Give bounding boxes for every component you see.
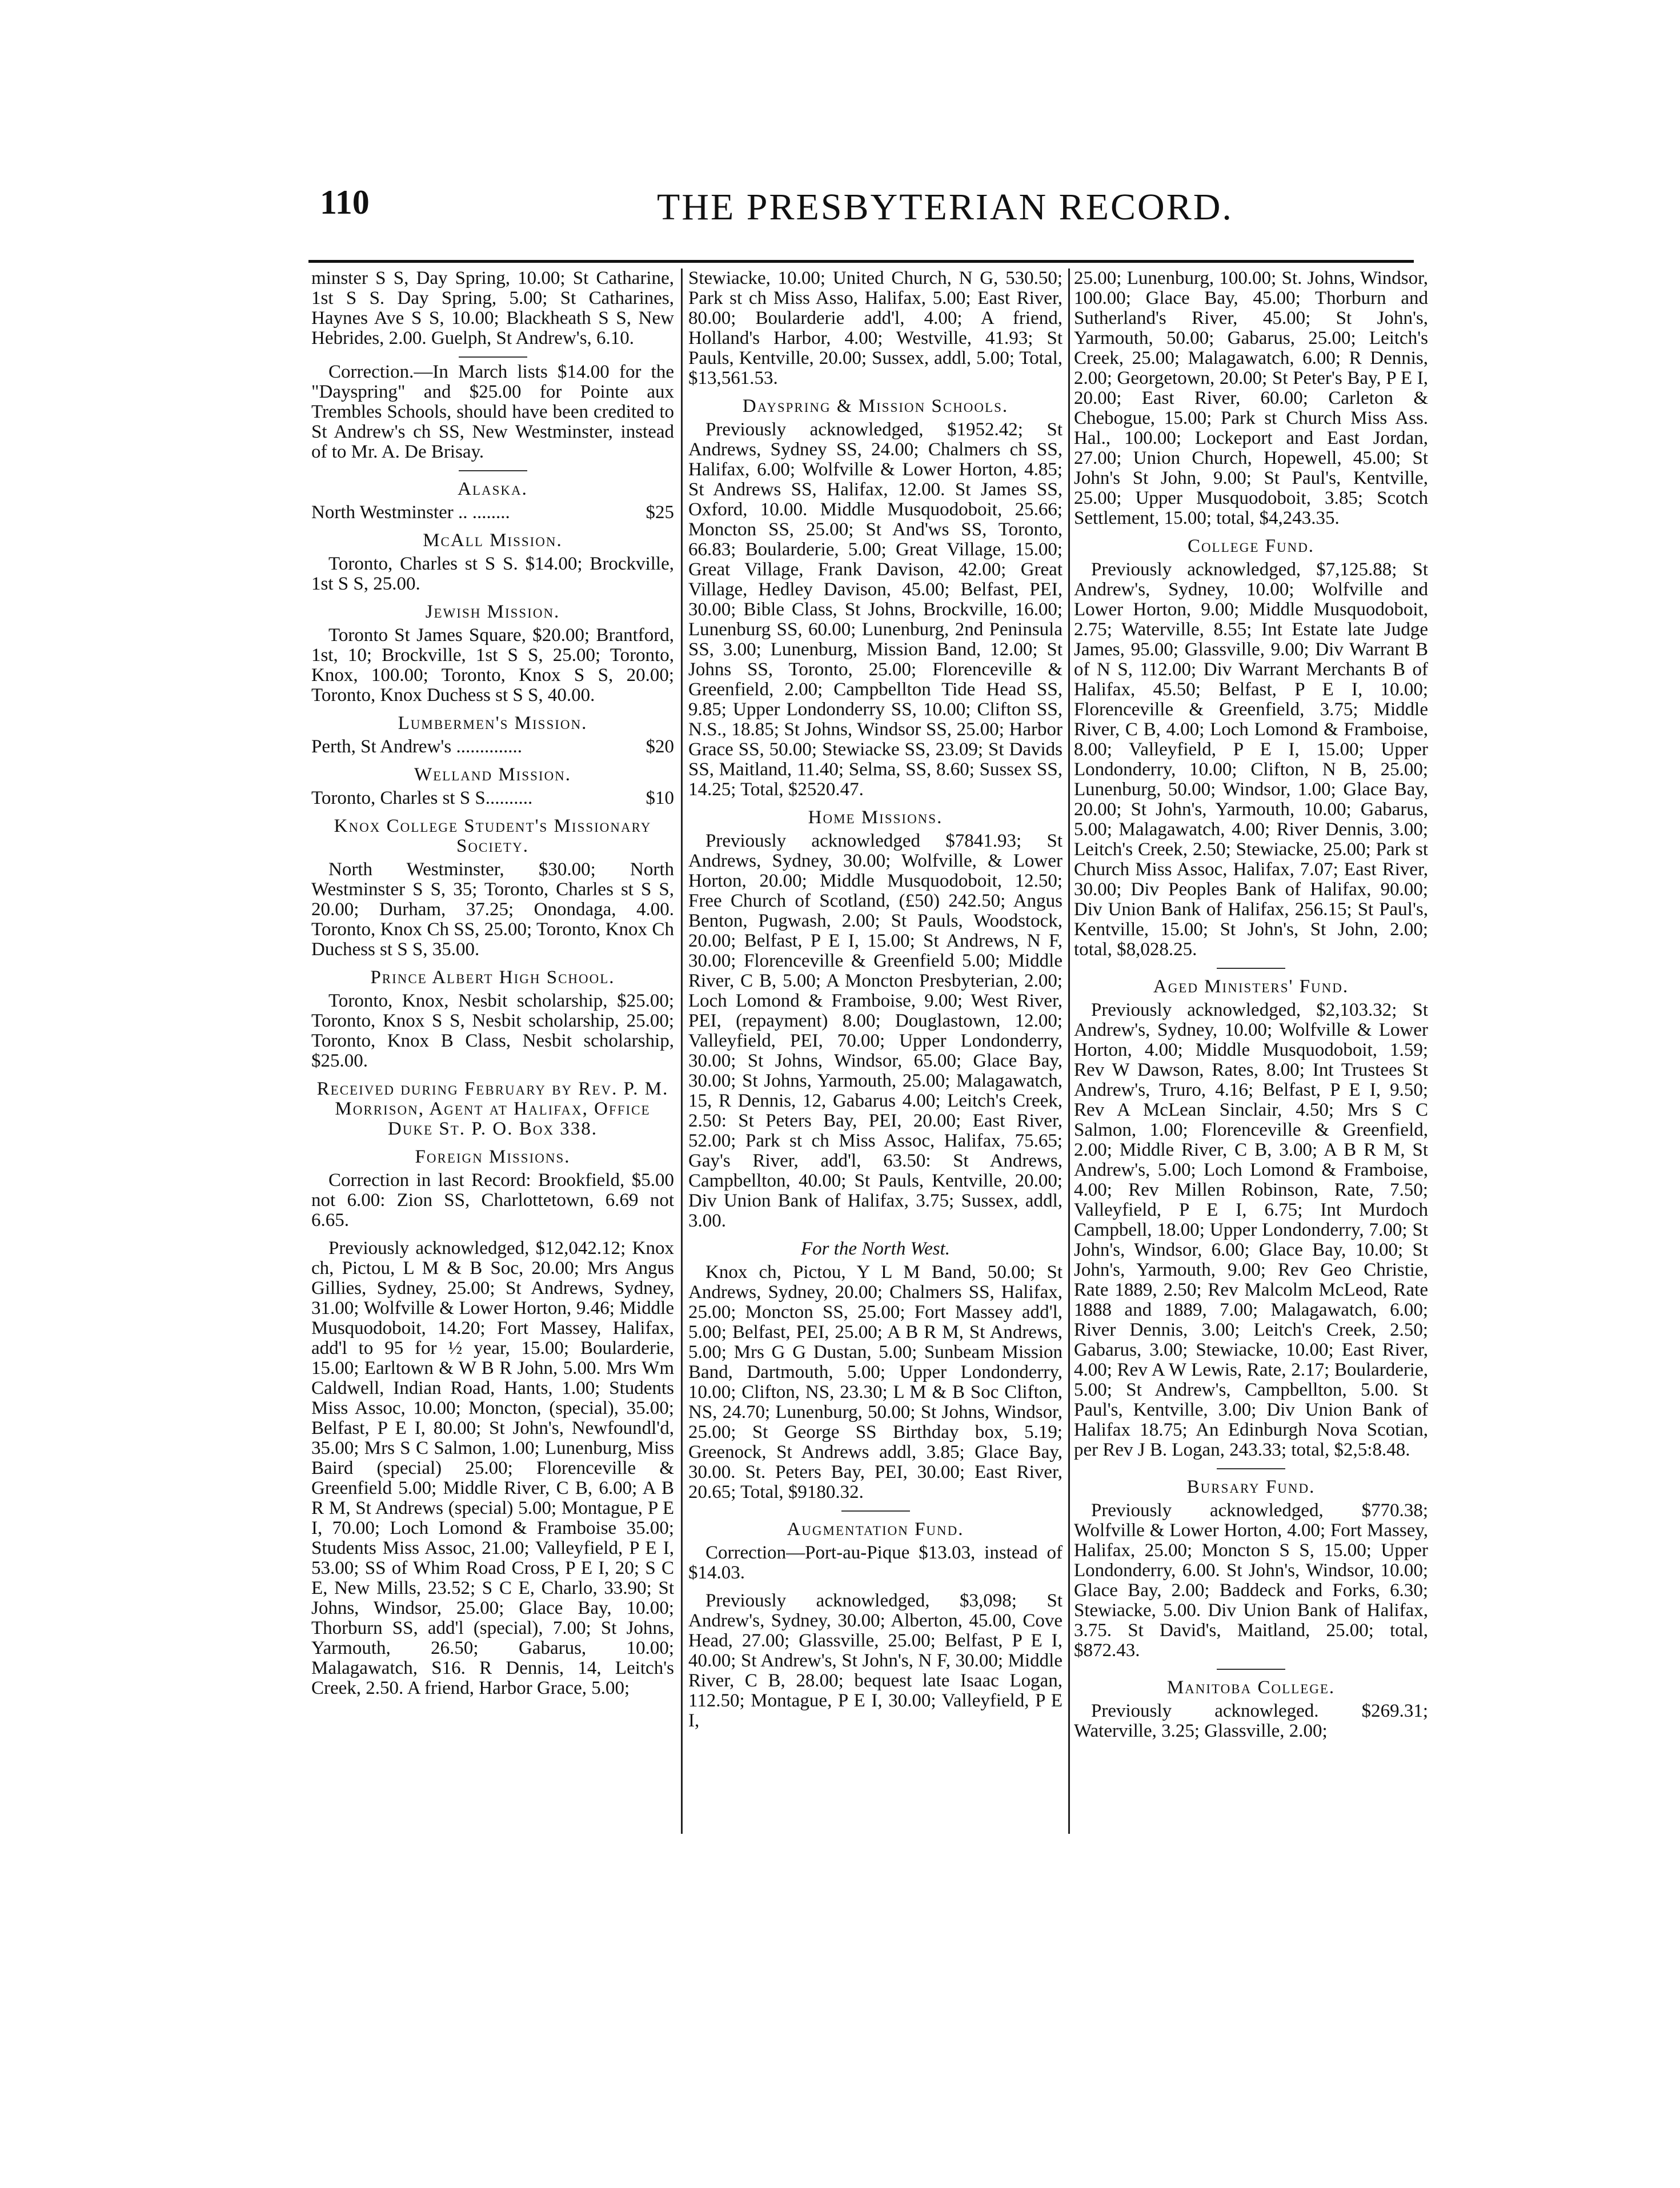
section-heading-prince-albert: Prince Albert High School.: [370, 967, 615, 988]
section-heading-dayspring: Dayspring & Mission Schools.: [742, 396, 1009, 416]
dayspring-entries: Previously acknowledged, $1952.42; St Andrews, Sydney SS, 24.00; Chalmers ch SS, Halifax, 6.00; Wolfville & Lower Horton, 4.85; St Andrews SS, Halifax, 12.00. St James SS, Oxford, 10.00. Middle Musquodoboit, 25.66; Moncton SS, 25.00; St And'ws SS, Toronto, 66.83; Boularderie, 5.00; Great Village, 15.00; Great Village, Frank Davison, 42.00; Great Village, Hedley Davison, 45.00; Belfast, PEI, 30.00; Bible Class, St Johns, Brockville, 16.00; Lunenburg SS, 60.00; Lunenburg, 2nd Peninsula SS, 3.00; Lunenburg, Mission Band, 12.00; St Johns SS, Toronto, 25.00; Florenceville & Greenfield, 2.00; Campbellton Tide Head SS, 9.85; Upper Londonderry SS, 10.00; Clifton SS, N.S., 18.85; St Johns, Windsor SS, 25.00; Harbor Grace SS, 50.00; Stewiacke SS, 23.09; St Davids SS, Maitland, 11.40; Selma, SS, 8.60; Sussex SS, 14.25; Total, $2520.47.: [688, 419, 1062, 800]
column-2: [688, 269, 1062, 1739]
section-heading-welland: Welland Mission.: [414, 764, 572, 785]
entry-value: $20: [645, 736, 674, 757]
entry-label: Perth, St Andrew's ..............: [311, 736, 522, 757]
section-heading-jewish: Jewish Mission.: [425, 602, 560, 622]
separator: [459, 356, 527, 358]
section-heading-received: Received during February by Rev. P. M. Morrison, Agent at Halifax, Office Duke St. P. O. Box 338.: [316, 1079, 669, 1139]
separator: [1217, 968, 1285, 969]
section-heading-home: Home Missions.: [808, 807, 943, 828]
alaska-entry: [311, 503, 674, 523]
entry-label: North Westminster .. ........: [311, 502, 510, 523]
foreign-correction: Correction in last Record: Brookfield, $5.00 not 6.00: Zion SS, Charlottetown, 6.69 not 6.65.: [311, 1170, 674, 1231]
separator: [459, 470, 527, 471]
column-divider-2: [1068, 269, 1070, 1834]
north-west-entries: Knox ch, Pictou, Y L M Band, 50.00; St Andrews, Sydney, 20.00; Chalmers SS, Halifax, 25.00; Moncton SS, 25.00; Fort Massey add'l, 5.00; Belfast, PEI, 25.00; A B R M, St Andrews, 5.00; Mrs G G Dustan, 5.00; Sunbeam Mission Band, Dartmouth, 5.00; Upper Londonderry, 10.00; Clifton, NS, 23.30; L M & B Soc Clifton, NS, 24.70; Lunenburg, 50.00; St Johns, Windsor, 25.00; St George SS Birthday box, 5.19; Greenock, St Andrews addl, 3.85; Glace Bay, 30.00. St. Peters Bay, PEI, 30.00; East River, 20.65; Total, $9180.32.: [688, 1262, 1062, 1502]
entry-value: $25: [645, 502, 674, 523]
separator: [841, 1510, 910, 1512]
continued-list: Stewiacke, 10.00; United Church, N G, 530.50; Park st ch Miss Asso, Halifax, 5.00; East River, 80.00; Boularderie add'l, 4.00; A friend, Holland's Harbor, 4.00; Westville, 41.93; St Pauls, Kentville, 20.00; Sussex, addl, 5.00; Total, $13,561.53.: [688, 268, 1062, 388]
separator: [1217, 1669, 1285, 1670]
section-heading-college: College Fund.: [1187, 536, 1315, 556]
section-heading-knox: Knox College Student's Missionary Society.: [334, 816, 652, 856]
mcall-entries: Toronto, Charles st S S. $14.00; Brockville, 1st S S, 25.00.: [311, 554, 674, 594]
subheading-north-west: For the North West.: [801, 1239, 950, 1259]
knox-entries: North Westminster, $30.00; North Westminster S S, 35; Toronto, Charles st S S, 20.00; Durham, 37.25; Onondaga, 4.00. Toronto, Knox Ch SS, 25.00; Toronto, Knox Ch Duchess st S S, 35.00.: [311, 859, 674, 960]
correction-note: Correction.—In March lists $14.00 for the "Dayspring" and $25.00 for Pointe aux Trembles Schools, should have been credited to St Andrew's ch SS, New Westminster, instead of to Mr. A. De Brisay.: [311, 362, 674, 462]
section-heading-alaska: Alaska.: [458, 479, 528, 499]
header-rule: [308, 260, 1414, 263]
continued-list: minster S S, Day Spring, 10.00; St Catharine, 1st S S. Day Spring, 5.00; St Catharines, Haynes Ave S S, 10.00; Blackheath S S, New Hebrides, 2.00. Guelph, St Andrew's, 6.10.: [311, 268, 674, 348]
section-heading-mcall: McAll Mission.: [423, 530, 563, 551]
section-heading-lumbermen: Lumbermen's Mission.: [398, 713, 588, 734]
page-title: THE PRESBYTERIAN RECORD.: [657, 186, 1233, 228]
page-number: 110: [320, 183, 370, 221]
aged-entries: Previously acknowledged, $2,103.32; St Andrew's, Sydney, 10.00; Wolfville & Lower Horton, 4.00; Middle Musquodoboit, 1.59; Rev W Dawson, Rates, 8.00; Int Trustees St Andrew's, Truro, 4.16; Belfast, P E I, 9.50; Rev A McLean Sinclair, 4.50; Mrs S C Salmon, 1.00; Florenceville & Greenfield, 2.00; Middle River, C B, 3.00; A B R M, St Andrew's, 5.00; Loch Lomond & Framboise, 4.00; Rev Millen Robinson, Rate, 7.50; Valleyfield, P E I, 6.75; Int Murdoch Campbell, 18.00; Upper Londonderry, 7.00; St John's, Windsor, 6.00; Glace Bay, 10.00; St John's, Yarmouth, 9.00; Rev Geo Christie, Rate 1889, 2.50; Rev Malcolm McLeod, Rate 1888 and 1889, 7.00; Malagawatch, 6.00; River Dennis, 3.00; Leitch's Creek, 2.50; Gabarus, 3.00; Stewiacke, 10.00; East River, 4.00; Rev A W Lewis, Rate, 2.17; Boularderie, 5.00; St Andrew's, Campbellton, 5.00. St Paul's, Kentville, 3.00; Div Union Bank of Halifax 18.75; An Edinburgh Nova Scotian, per Rev J B. Logan, 243.33; total, $2,5:8.48.: [1074, 1000, 1428, 1460]
section-heading-aged: Aged Ministers' Fund.: [1153, 976, 1349, 997]
augmentation-correction: Correction—Port-au-Pique $13.03, instead of $14.03.: [688, 1542, 1062, 1583]
section-heading-manitoba: Manitoba College.: [1166, 1677, 1336, 1698]
entry-value: $10: [645, 788, 674, 808]
continued-list: 25.00; Lunenburg, 100.00; St. Johns, Windsor, 100.00; Glace Bay, 45.00; Thorburn and Sutherland's River, 45.00; St John's, Yarmouth, 50.00; Gabarus, 25.00; Leitch's Creek, 25.00; Malagawatch, 6.00; R Dennis, 2.00; Georgetown, 20.00; St Peter's Bay, P E I, 20.00; East River, 60.00; Carleton & Chebogue, 15.00; Park st Church Miss Ass. Hal., 100.00; Lockeport and East Jordan, 27.00; Union Church, Hopewell, 45.00; St John's St John, 9.00; St Paul's, Kentville, 25.00; Upper Musquodoboit, 3.85; Scotch Settlement, 15.00; total, $4,243.35.: [1074, 268, 1428, 528]
bursary-entries: Previously acknowledged, $770.38; Wolfville & Lower Horton, 4.00; Fort Massey, Halifax, 25.00; Moncton S S, 15.00; Upper Londonderry, 6.00. St John's, Windsor, 10.00; Glace Bay, 2.00; Baddeck and Forks, 6.30; Stewiacke, 5.00. Div Union Bank of Halifax, 3.75. St David's, Maitland, 25.00; total, $872.43.: [1074, 1500, 1428, 1661]
foreign-entries: Previously acknowledged, $12,042.12; Knox ch, Pictou, L M & B Soc, 20.00; Mrs Angus Gillies, Sydney, 25.00; St Andrews, Sydney, 31.00; Wolfville & Lower Horton, 9.46; Middle Musquodoboit, 14.20; Fort Massey, Halifax, add'l to 95 for ½ year, 15.00; Boularderie, 15.00; Earltown & W B R John, 5.00. Mrs Wm Caldwell, Indian Road, Hants, 1.00; Students Miss Assoc, 10.00; Moncton, (special), 35.00; Belfast, P E I, 80.00; St John's, Newfoundl'd, 35.00; Mrs S C Salmon, 1.00; Lunenburg, Miss Baird (special) 25.00; Florenceville & Greenfield 5.00; Middle River, C B, 6.00; A B R M, St Andrews (special) 5.00; Montague, P E I, 70.00; Loch Lomond & Framboise 35.00; Students Miss Assoc, 21.00; Valleyfield, P E I, 53.00; SS of Whim Road Cross, P E I, 20; S C E, New Mills, 23.52; S C E, Charlo, 33.90; St Johns, Windsor, 25.00; Glace Bay, 10.00; Thorburn SS, add'l (special), 7.00; St Johns, Yarmouth, 26.50; Gabarus, 10.00; Malagawatch, S16. R Dennis, 14, Leitch's Creek, 2.50. A friend, Harbor Grace, 5.00;: [311, 1238, 674, 1698]
augmentation-entries: Previously acknowledged, $3,098; St Andrew's, Sydney, 30.00; Alberton, 45.00, Cove Head, 27.00; Glassville, 25.00; Belfast, P E I, 40.00; St Andrew's, St John's, N F, 30.00; Middle River, C B, 28.00; bequest late Isaac Logan, 112.50; Montague, P E I, 30.00; Valleyfield, P E I,: [688, 1590, 1062, 1731]
column-1: [311, 269, 674, 1706]
jewish-entries: Toronto St James Square, $20.00; Brantford, 1st, 10; Brockville, 1st S S, 25.00; Toronto, Knox, 100.00; Toronto, Knox S S, 20.00; Toronto, Knox Duchess st S S, 40.00.: [311, 625, 674, 706]
lumbermen-entry: [311, 737, 674, 757]
column-3: [1074, 269, 1428, 1749]
section-heading-bursary: Bursary Fund.: [1186, 1477, 1316, 1497]
prince-albert-entries: Toronto, Knox, Nesbit scholarship, $25.00; Toronto, Knox S S, Nesbit scholarship, 25.00; Toronto, Knox B Class, Nesbit scholarship, $25.00.: [311, 991, 674, 1071]
welland-entry: [311, 788, 674, 808]
section-heading-foreign: Foreign Missions.: [415, 1147, 571, 1167]
college-entries: Previously acknowledged, $7,125.88; St Andrew's, Sydney, 10.00; Wolfville and Lower Horton, 9.00; Middle Musquodoboit, 2.75; Waterville, 8.55; Int Estate late Judge James, 95.00; Glassville, 9.00; Div Warrant B of N S, 112.00; Div Warrant Merchants B of Halifax, 45.50; Belfast, P E I, 10.00; Florenceville & Greenfield, 3.75; Middle River, C B, 4.00; Loch Lomond & Framboise, 8.00; Valleyfield, P E I, 15.00; Upper Londonderry, 10.00; Clifton, N B, 25.00; Lunenburg, 50.00; Windsor, 1.00; Glace Bay, 20.00; St John's, Yarmouth, 10.00; Gabarus, 5.00; Malagawatch, 4.00; River Dennis, 3.00; Leitch's Creek, 2.50; Stewiacke, 25.00; Park st Church Miss Assoc, Halifax, 7.07; East River, 30.00; Div Peoples Bank of Halifax, 90.00; Div Union Bank of Halifax, 256.15; St Paul's, Kentville, 15.00; St John's, St John, 2.00; total, $8,028.25.: [1074, 559, 1428, 960]
column-divider-1: [681, 269, 683, 1834]
manitoba-entries: Previously acknowleged. $269.31; Waterville, 3.25; Glassville, 2.00;: [1074, 1701, 1428, 1741]
section-heading-augmentation: Augmentation Fund.: [787, 1519, 964, 1540]
separator: [1217, 1468, 1285, 1469]
home-entries: Previously acknowledged $7841.93; St Andrews, Sydney, 30.00; Wolfville, & Lower Horton, 20.00; Middle Musquodoboit, 12.50; Free Church of Scotland, (£50) 242.50; Angus Benton, Pugwash, 2.00; St Pauls, Woodstock, 20.00; Belfast, P E I, 15.00; St Andrews, N F, 30.00; Florenceville & Greenfield 5.00; Middle River, C B, 5.00; A Moncton Presbyterian, 2.00; Loch Lomond & Framboise, 9.00; West River, PEI, (repayment) 8.00; Douglastown, 12.00; Valleyfield, PEI, 70.00; Upper Londonderry, 30.00; St Johns, Windsor, 65.00; Glace Bay, 30.00; St Johns, Yarmouth, 25.00; Malagawatch, 15, R Dennis, 12, Gabarus 4.00; Leitch's Creek, 2.50: St Peters Bay, PEI, 20.00; East River, 52.00; Park st ch Miss Assoc, Halifax, 75.65; Gay's River, add'l, 63.50: St Andrews, Campbellton, 40.00; St Pauls, Kentville, 20.00; Div Union Bank of Halifax, 3.75; Sussex, addl, 3.00.: [688, 831, 1062, 1231]
entry-label: Toronto, Charles st S S..........: [311, 788, 533, 808]
